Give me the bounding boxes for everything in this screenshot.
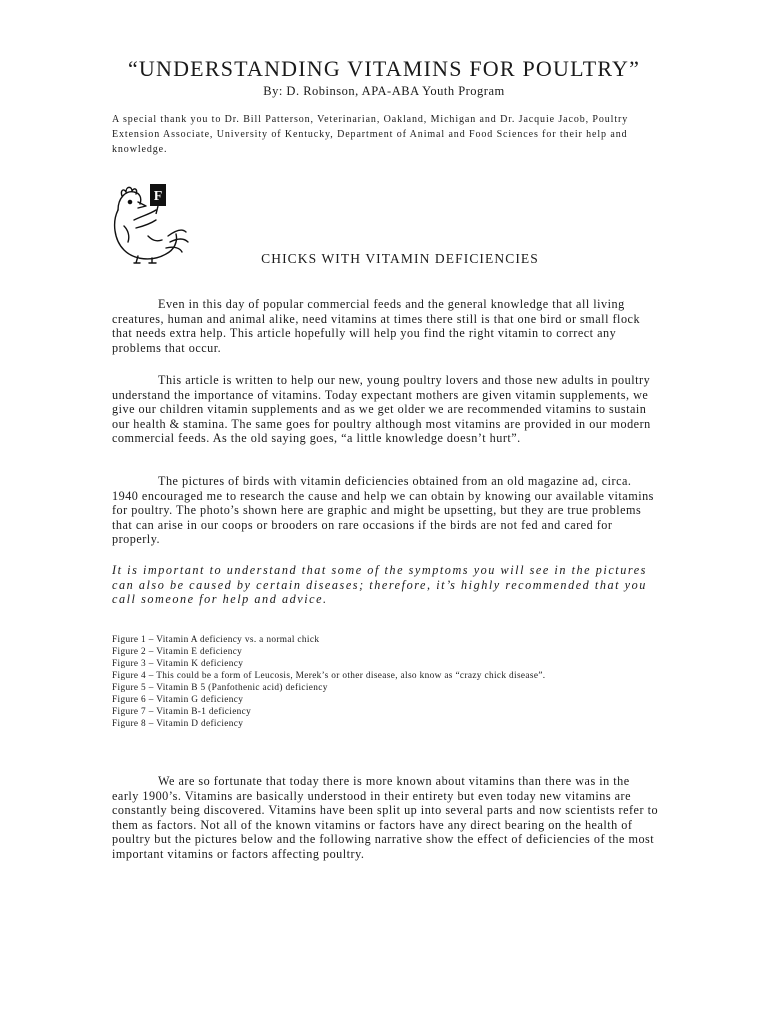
figure-list-item: Figure 6 – Vitamin G deficiency [112,695,244,705]
section-heading: CHICKS WITH VITAMIN DEFICIENCIES [261,251,539,266]
warning-note: It is important to understand that some of the symptoms you will see in the pictures can also be caused by certain diseases; therefore, it’s highly recommended that you call someone for help and advice. [112,563,647,607]
document-title: “UNDERSTANDING VITAMINS FOR POULTRY” [127,56,641,81]
figure-list-item: Figure 5 – Vitamin B 5 (Panfothenic acid) deficiency [112,683,328,693]
figure-list-item: Figure 3 – Vitamin K deficiency [112,659,244,669]
figure-list-item: Figure 1 – Vitamin A deficiency vs. a normal chick [112,635,320,645]
figure-list-item: Figure 4 – This could be a form of Leucosis, Merek’s or other disease, also know as “crazy chick disease”. [112,671,546,681]
figure-list-item: Figure 7 – Vitamin B-1 deficiency [112,707,252,717]
figure-list [112,634,672,730]
author-byline: By: D. Robinson, APA-ABA Youth Program [263,84,505,98]
body-paragraph: Even in this day of popular commercial feeds and the general knowledge that all living creatures, human and animal alike, need vitamins at times there still is that one bird or small flock that needs extra help. This article hopefully will help you find the right vitamin to correct any problems that occur. [112,297,641,355]
logo-badge-letter: F [153,189,163,204]
body-paragraph: The pictures of birds with vitamin deficiencies obtained from an old magazine ad, circa. 1940 encouraged me to research the cause and help we can obtain by knowing our available vitamins for poultry. The photo’s shown here are graphic and might be upsetting, but they are true problems that can arise in our coops or brooders on rare occasions if the birds are not fed and cared for properly. [112,474,654,547]
figure-list-item: Figure 2 – Vitamin E deficiency [112,647,243,657]
acknowledgement-text: A special thank you to Dr. Bill Patterson, Veterinarian, Oakland, Michigan and Dr. Jacquie Jacob, Poultry Extension Associate, University of Kentucky, Department of Animal and Food Sciences for their help and knowledge. [112,114,629,155]
body-paragraph: This article is written to help our new, young poultry lovers and those new adults in poultry understand the importance of vitamins. Today expectant mothers are given vitamin supplements, we give our children vitamin supplements and as we get older we are recommended vitamins to sustain our health & stamina. The same goes for poultry although most vitamins are provided in our modern commercial feeds. As the old saying goes, “a little knowledge doesn’t hurt”. [112,373,651,446]
closing-paragraph: We are so fortunate that today there is more known about vitamins than there was in the early 1900’s. Vitamins are basically understood in their entirety but even today new vitamins are constantly being discovered. Vitamins have been split up into several parts and now scientists refer to them as factors. Not all of the known vitamins or factors have any direct bearing on the health of poultry but the pictures below and the following narrative show the effect of deficiencies of the most important vitamins or factors affecting poultry. [112,774,659,861]
figure-list-item: Figure 8 – Vitamin D deficiency [112,719,244,729]
